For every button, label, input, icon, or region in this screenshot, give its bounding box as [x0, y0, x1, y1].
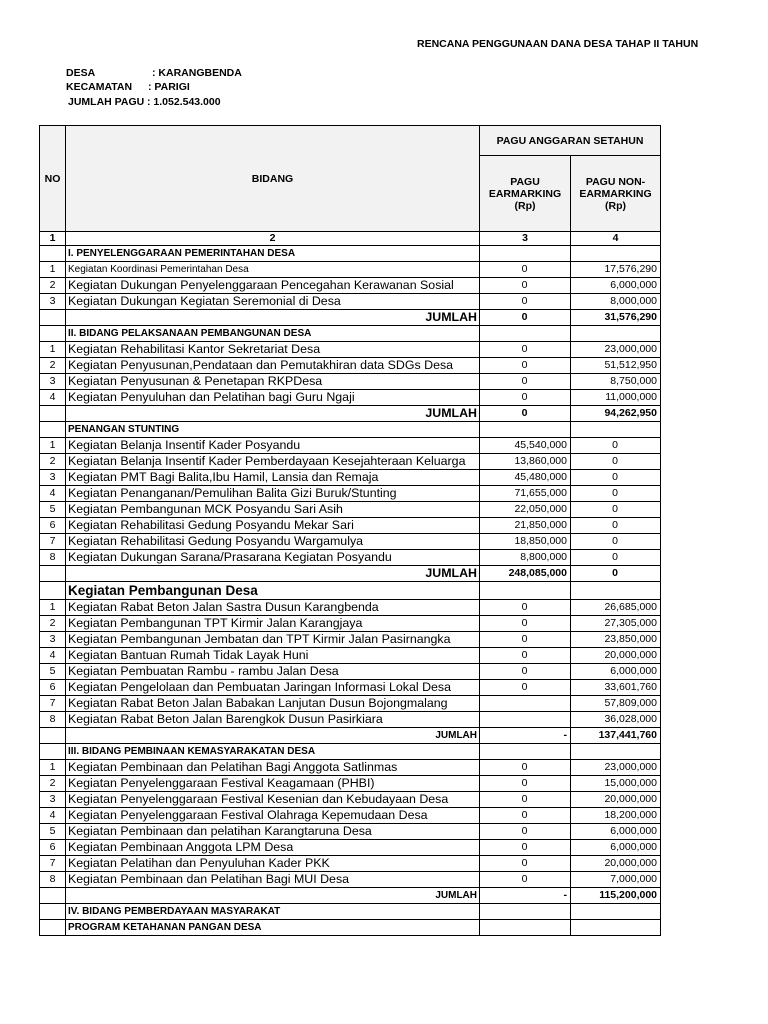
earmarking-amount: 21,850,000 [480, 518, 571, 534]
earmarking-amount [480, 422, 571, 438]
earmarking-amount: 0 [480, 856, 571, 872]
row-number: 2 [40, 454, 66, 470]
earmarking-amount: 0 [480, 262, 571, 278]
non-earmarking-amount: 20,000,000 [571, 856, 661, 872]
table-row [40, 600, 661, 616]
earmarking-amount [480, 712, 571, 728]
table-row [40, 776, 661, 792]
table-row [40, 262, 661, 278]
section-title: JUMLAH [66, 310, 480, 326]
activity-name: Kegiatan Rabat Beton Jalan Babakan Lanjutan Dusun Bojongmalang [66, 696, 480, 712]
row-number [40, 310, 66, 326]
activity-name: Kegiatan Penyelenggaraan Festival Kesenian dan Kebudayaan Desa [66, 792, 480, 808]
non-earmarking-amount: 33,601,760 [571, 680, 661, 696]
table-row [40, 294, 661, 310]
column-index: 4 [571, 232, 661, 246]
earmarking-amount: 248,085,000 [480, 566, 571, 582]
earmarking-amount: 45,540,000 [480, 438, 571, 454]
section-row [40, 920, 661, 936]
table-body [40, 246, 661, 936]
row-number [40, 920, 66, 936]
pagu-value: : 1.052.543.000 [147, 96, 221, 108]
non-earmarking-amount: 20,000,000 [571, 792, 661, 808]
earmarking-amount: 71,655,000 [480, 486, 571, 502]
non-earmarking-amount: 0 [571, 454, 661, 470]
section-title: JUMLAH [66, 728, 480, 744]
row-number: 6 [40, 680, 66, 696]
earmarking-amount: 8,800,000 [480, 550, 571, 566]
total-row [40, 728, 661, 744]
earmarking-amount: 0 [480, 310, 571, 326]
row-number: 1 [40, 760, 66, 776]
row-number: 1 [40, 438, 66, 454]
earmarking-amount: 0 [480, 840, 571, 856]
activity-name: Kegiatan Dukungan Kegiatan Seremonial di Desa [66, 294, 480, 310]
table-row [40, 390, 661, 406]
table-row [40, 680, 661, 696]
earmarking-amount: 0 [480, 776, 571, 792]
activity-name: Kegiatan Penyusunan,Pendataan dan Pemutakhiran data SDGs Desa [66, 358, 480, 374]
info-pagu [68, 96, 221, 108]
row-number [40, 326, 66, 342]
section-row [40, 582, 661, 600]
row-number [40, 888, 66, 904]
activity-name: Kegiatan PMT Bagi Balita,Ibu Hamil, Lansia dan Remaja [66, 470, 480, 486]
header-bidang: BIDANG [66, 126, 480, 232]
row-number: 4 [40, 648, 66, 664]
earmarking-amount [480, 744, 571, 760]
non-earmarking-amount: 115,200,000 [571, 888, 661, 904]
row-number: 7 [40, 856, 66, 872]
non-earmarking-amount [571, 582, 661, 600]
header-no: NO [40, 126, 66, 232]
row-number [40, 422, 66, 438]
table-row [40, 470, 661, 486]
row-number: 1 [40, 342, 66, 358]
activity-name: Kegiatan Dukungan Sarana/Prasarana Kegiatan Posyandu [66, 550, 480, 566]
earmarking-amount [480, 904, 571, 920]
non-earmarking-amount: 0 [571, 438, 661, 454]
row-number: 7 [40, 696, 66, 712]
activity-name: Kegiatan Pembuatan Rambu - rambu Jalan Desa [66, 664, 480, 680]
earmarking-amount [480, 326, 571, 342]
row-number: 2 [40, 616, 66, 632]
activity-name: Kegiatan Pembinaan dan pelatihan Karangtaruna Desa [66, 824, 480, 840]
activity-name: Kegiatan Belanja Insentif Kader Pemberdayaan Kesejahteraan Keluarga [66, 454, 480, 470]
row-number [40, 744, 66, 760]
table-row [40, 840, 661, 856]
table-row [40, 856, 661, 872]
row-number: 5 [40, 502, 66, 518]
row-number: 5 [40, 664, 66, 680]
total-row [40, 406, 661, 422]
table-row [40, 792, 661, 808]
earmarking-amount: 45,480,000 [480, 470, 571, 486]
table-row [40, 712, 661, 728]
activity-name: Kegiatan Koordinasi Pemerintahan Desa [66, 262, 480, 278]
section-title: II. BIDANG PELAKSANAAN PEMBANGUNAN DESA [66, 326, 480, 342]
row-number: 6 [40, 840, 66, 856]
row-number: 3 [40, 632, 66, 648]
non-earmarking-amount: 6,000,000 [571, 278, 661, 294]
row-number: 3 [40, 374, 66, 390]
section-title: I. PENYELENGGARAAN PEMERINTAHAN DESA [66, 246, 480, 262]
non-earmarking-amount: 18,200,000 [571, 808, 661, 824]
total-row [40, 566, 661, 582]
earmarking-amount: 13,860,000 [480, 454, 571, 470]
non-earmarking-amount: 57,809,000 [571, 696, 661, 712]
row-number: 4 [40, 390, 66, 406]
non-earmarking-amount: 0 [571, 550, 661, 566]
activity-name: Kegiatan Pembangunan Jembatan dan TPT Kirmir Jalan Pasirnangka [66, 632, 480, 648]
earmarking-amount [480, 246, 571, 262]
activity-name: Kegiatan Bantuan Rumah Tidak Layak Huni [66, 648, 480, 664]
table-row [40, 486, 661, 502]
pagu-label: JUMLAH PAGU [68, 96, 145, 108]
document-title: RENCANA PENGGUNAAN DANA DESA TAHAP II TAHUN [417, 38, 699, 50]
row-number: 1 [40, 262, 66, 278]
row-number [40, 728, 66, 744]
earmarking-amount: 22,050,000 [480, 502, 571, 518]
non-earmarking-amount: 0 [571, 534, 661, 550]
earmarking-amount [480, 582, 571, 600]
table-row [40, 534, 661, 550]
row-number: 4 [40, 486, 66, 502]
non-earmarking-amount: 8,750,000 [571, 374, 661, 390]
row-number [40, 246, 66, 262]
table-row [40, 342, 661, 358]
table-row [40, 438, 661, 454]
table-row [40, 374, 661, 390]
table-row [40, 502, 661, 518]
non-earmarking-amount: 94,262,950 [571, 406, 661, 422]
non-earmarking-amount: 15,000,000 [571, 776, 661, 792]
total-row [40, 888, 661, 904]
activity-name: Kegiatan Rabat Beton Jalan Barengkok Dusun Pasirkiara [66, 712, 480, 728]
non-earmarking-amount [571, 422, 661, 438]
earmarking-amount: 0 [480, 278, 571, 294]
non-earmarking-amount: 17,576,290 [571, 262, 661, 278]
row-number: 4 [40, 808, 66, 824]
column-index: 3 [480, 232, 571, 246]
activity-name: Kegiatan Rabat Beton Jalan Sastra Dusun Karangbenda [66, 600, 480, 616]
non-earmarking-amount: 137,441,760 [571, 728, 661, 744]
column-index: 2 [66, 232, 480, 246]
earmarking-amount: 0 [480, 342, 571, 358]
earmarking-amount: - [480, 888, 571, 904]
row-number: 2 [40, 776, 66, 792]
non-earmarking-amount: 7,000,000 [571, 872, 661, 888]
earmarking-amount: 0 [480, 294, 571, 310]
earmarking-amount: 0 [480, 358, 571, 374]
info-kecamatan [66, 81, 190, 93]
table-row [40, 454, 661, 470]
activity-name: Kegiatan Penyelenggaraan Festival Olahraga Kepemudaan Desa [66, 808, 480, 824]
non-earmarking-amount [571, 246, 661, 262]
section-title: PROGRAM KETAHANAN PANGAN DESA [66, 920, 480, 936]
activity-name: Kegiatan Rehabilitasi Kantor Sekretariat Desa [66, 342, 480, 358]
row-number: 6 [40, 518, 66, 534]
section-row [40, 246, 661, 262]
earmarking-amount: 0 [480, 680, 571, 696]
table-row [40, 808, 661, 824]
section-title: JUMLAH [66, 566, 480, 582]
table-row [40, 278, 661, 294]
non-earmarking-amount: 6,000,000 [571, 824, 661, 840]
non-earmarking-amount: 23,000,000 [571, 760, 661, 776]
non-earmarking-amount [571, 904, 661, 920]
row-number: 2 [40, 358, 66, 374]
activity-name: Kegiatan Pembangunan MCK Posyandu Sari Asih [66, 502, 480, 518]
activity-name: Kegiatan Rehabilitasi Gedung Posyandu Mekar Sari [66, 518, 480, 534]
kecamatan-label: KECAMATAN [66, 81, 133, 93]
table-row [40, 632, 661, 648]
activity-name: Kegiatan Pelatihan dan Penyuluhan Kader PKK [66, 856, 480, 872]
activity-name: Kegiatan Belanja Insentif Kader Posyandu [66, 438, 480, 454]
row-number: 8 [40, 712, 66, 728]
row-number [40, 582, 66, 600]
non-earmarking-amount: 31,576,290 [571, 310, 661, 326]
table-row [40, 760, 661, 776]
total-row [40, 310, 661, 326]
earmarking-amount [480, 696, 571, 712]
section-row [40, 326, 661, 342]
earmarking-amount [480, 920, 571, 936]
row-number: 8 [40, 872, 66, 888]
earmarking-amount: 0 [480, 374, 571, 390]
table-row [40, 696, 661, 712]
non-earmarking-amount: 20,000,000 [571, 648, 661, 664]
non-earmarking-amount: 23,000,000 [571, 342, 661, 358]
earmarking-amount: 0 [480, 824, 571, 840]
non-earmarking-amount [571, 744, 661, 760]
non-earmarking-amount: 0 [571, 486, 661, 502]
non-earmarking-amount: 6,000,000 [571, 840, 661, 856]
kecamatan-value: : PARIGI [148, 81, 190, 93]
earmarking-amount: 0 [480, 664, 571, 680]
non-earmarking-amount: 23,850,000 [571, 632, 661, 648]
activity-name: Kegiatan Penyelenggaraan Festival Keagamaan (PHBI) [66, 776, 480, 792]
row-number: 7 [40, 534, 66, 550]
section-title: Kegiatan Pembangunan Desa [66, 582, 480, 600]
table-row [40, 518, 661, 534]
earmarking-amount: 0 [480, 872, 571, 888]
row-number [40, 406, 66, 422]
section-title: JUMLAH [66, 888, 480, 904]
non-earmarking-amount: 26,685,000 [571, 600, 661, 616]
desa-value: : KARANGBENDA [152, 67, 242, 79]
row-number: 1 [40, 600, 66, 616]
section-row [40, 422, 661, 438]
activity-name: Kegiatan Pembinaan dan Pelatihan Bagi MUI Desa [66, 872, 480, 888]
section-row [40, 744, 661, 760]
header-pagu-group: PAGU ANGGARAN SETAHUN [480, 126, 661, 156]
earmarking-amount: 0 [480, 808, 571, 824]
row-number: 3 [40, 294, 66, 310]
table-row [40, 824, 661, 840]
non-earmarking-amount [571, 920, 661, 936]
header-non-earmarking: PAGU NON-EARMARKING (Rp) [571, 156, 661, 232]
non-earmarking-amount: 27,305,000 [571, 616, 661, 632]
earmarking-amount: 0 [480, 632, 571, 648]
non-earmarking-amount: 0 [571, 518, 661, 534]
info-desa [66, 67, 242, 79]
earmarking-amount: 0 [480, 616, 571, 632]
non-earmarking-amount: 0 [571, 566, 661, 582]
header-earmarking: PAGU EARMARKING (Rp) [480, 156, 571, 232]
row-number [40, 904, 66, 920]
non-earmarking-amount: 6,000,000 [571, 664, 661, 680]
section-title: III. BIDANG PEMBINAAN KEMASYARAKATAN DESA [66, 744, 480, 760]
earmarking-amount: 0 [480, 648, 571, 664]
earmarking-amount: 0 [480, 390, 571, 406]
activity-name: Kegiatan Rehabilitasi Gedung Posyandu Wargamulya [66, 534, 480, 550]
activity-name: Kegiatan Penyuluhan dan Pelatihan bagi Guru Ngaji [66, 390, 480, 406]
column-index: 1 [40, 232, 66, 246]
section-title: IV. BIDANG PEMBERDAYAAN MASYARAKAT [66, 904, 480, 920]
desa-label: DESA [66, 67, 96, 79]
row-number [40, 566, 66, 582]
activity-name: Kegiatan Penyusunan & Penetapan RKPDesa [66, 374, 480, 390]
section-row [40, 904, 661, 920]
non-earmarking-amount: 36,028,000 [571, 712, 661, 728]
earmarking-amount: 0 [480, 600, 571, 616]
activity-name: Kegiatan Pembinaan Anggota LPM Desa [66, 840, 480, 856]
activity-name: Kegiatan Penanganan/Pemulihan Balita Gizi Buruk/Stunting [66, 486, 480, 502]
non-earmarking-amount: 11,000,000 [571, 390, 661, 406]
table-row [40, 616, 661, 632]
activity-name: Kegiatan Pembangunan TPT Kirmir Jalan Karangjaya [66, 616, 480, 632]
table-row [40, 550, 661, 566]
row-number: 5 [40, 824, 66, 840]
earmarking-amount: 18,850,000 [480, 534, 571, 550]
earmarking-amount: - [480, 728, 571, 744]
non-earmarking-amount: 51,512,950 [571, 358, 661, 374]
activity-name: Kegiatan Pembinaan dan Pelatihan Bagi Anggota Satlinmas [66, 760, 480, 776]
activity-name: Kegiatan Dukungan Penyelenggaraan Pencegahan Kerawanan Sosial [66, 278, 480, 294]
table-row [40, 648, 661, 664]
section-title: JUMLAH [66, 406, 480, 422]
budget-table [39, 125, 661, 936]
table-row [40, 358, 661, 374]
table-row [40, 664, 661, 680]
non-earmarking-amount: 0 [571, 470, 661, 486]
earmarking-amount: 0 [480, 760, 571, 776]
row-number: 3 [40, 792, 66, 808]
section-title: PENANGAN STUNTING [66, 422, 480, 438]
row-number: 8 [40, 550, 66, 566]
non-earmarking-amount [571, 326, 661, 342]
activity-name: Kegiatan Pengelolaan dan Pembuatan Jaringan Informasi Lokal Desa [66, 680, 480, 696]
row-number: 2 [40, 278, 66, 294]
earmarking-amount: 0 [480, 792, 571, 808]
row-number: 3 [40, 470, 66, 486]
non-earmarking-amount: 0 [571, 502, 661, 518]
earmarking-amount: 0 [480, 406, 571, 422]
table-row [40, 872, 661, 888]
non-earmarking-amount: 8,000,000 [571, 294, 661, 310]
